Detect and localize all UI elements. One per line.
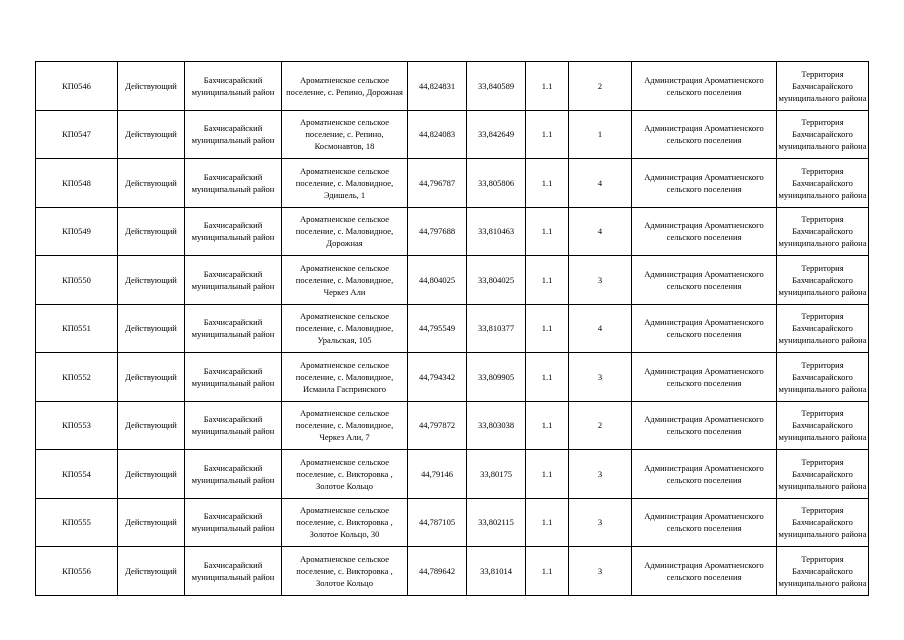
cell-site-id: КП0552 [36,353,118,402]
cell-type: 1.1 [526,256,569,305]
cell-latitude: 44,795549 [408,304,467,353]
cell-longitude: 33,840589 [467,62,526,111]
cell-address: Ароматненское сельское поселение, с. Маловидное, Эдишель, 1 [282,159,408,208]
cell-district: Бахчисарайский муниципальный район [185,547,282,596]
cell-longitude: 33,804025 [467,256,526,305]
table-row [36,62,869,111]
cell-status: Действующий [118,353,185,402]
cell-owner: Администрация Ароматненского сельского поселения [632,353,777,402]
cell-site-id: КП0555 [36,498,118,547]
cell-latitude: 44,794342 [408,353,467,402]
cell-latitude: 44,789642 [408,547,467,596]
cell-type: 1.1 [526,498,569,547]
cell-latitude: 44,787105 [408,498,467,547]
cell-longitude: 33,81014 [467,547,526,596]
cell-district: Бахчисарайский муниципальный район [185,256,282,305]
cell-longitude: 33,80175 [467,450,526,499]
cell-owner: Администрация Ароматненского сельского поселения [632,207,777,256]
cell-address: Ароматненское сельское поселение, с. Репино, Космонавтов, 18 [282,110,408,159]
cell-site-id: КП0549 [36,207,118,256]
cell-district: Бахчисарайский муниципальный район [185,110,282,159]
cell-territory: Территория Бахчисарайского муниципального района [777,304,869,353]
cell-longitude: 33,810377 [467,304,526,353]
cell-owner: Администрация Ароматненского сельского поселения [632,547,777,596]
table-row [36,353,869,402]
cell-type: 1.1 [526,159,569,208]
cell-latitude: 44,824083 [408,110,467,159]
cell-type: 1.1 [526,62,569,111]
cell-site-id: КП0553 [36,401,118,450]
cell-latitude: 44,797872 [408,401,467,450]
cell-latitude: 44,797688 [408,207,467,256]
cell-longitude: 33,802115 [467,498,526,547]
cell-address: Ароматненское сельское поселение, с. Викторовка , Золотое Кольцо [282,450,408,499]
cell-site-id: КП0548 [36,159,118,208]
cell-district: Бахчисарайский муниципальный район [185,353,282,402]
cell-district: Бахчисарайский муниципальный район [185,401,282,450]
cell-owner: Администрация Ароматненского сельского поселения [632,62,777,111]
cell-site-id: КП0554 [36,450,118,499]
cell-container-count: 4 [569,159,632,208]
cell-longitude: 33,810463 [467,207,526,256]
cell-status: Действующий [118,62,185,111]
cell-owner: Администрация Ароматненского сельского поселения [632,450,777,499]
cell-district: Бахчисарайский муниципальный район [185,304,282,353]
cell-type: 1.1 [526,207,569,256]
table-row [36,401,869,450]
cell-territory: Территория Бахчисарайского муниципального района [777,62,869,111]
cell-territory: Территория Бахчисарайского муниципального района [777,256,869,305]
cell-address: Ароматненское сельское поселение, с. Викторовка , Золотое Кольцо, 30 [282,498,408,547]
cell-district: Бахчисарайский муниципальный район [185,207,282,256]
cell-site-id: КП0551 [36,304,118,353]
cell-container-count: 3 [569,498,632,547]
cell-status: Действующий [118,401,185,450]
cell-type: 1.1 [526,110,569,159]
cell-owner: Администрация Ароматненского сельского поселения [632,110,777,159]
cell-container-count: 3 [569,450,632,499]
table-row [36,304,869,353]
cell-status: Действующий [118,159,185,208]
container-sites-table [35,61,869,596]
cell-status: Действующий [118,256,185,305]
cell-type: 1.1 [526,450,569,499]
table-row [36,207,869,256]
cell-type: 1.1 [526,353,569,402]
cell-container-count: 4 [569,304,632,353]
cell-type: 1.1 [526,547,569,596]
cell-district: Бахчисарайский муниципальный район [185,159,282,208]
table-row [36,450,869,499]
cell-address: Ароматненское сельское поселение, с. Маловидное, Исмаила Гаспринского [282,353,408,402]
cell-latitude: 44,804025 [408,256,467,305]
cell-territory: Территория Бахчисарайского муниципального района [777,159,869,208]
cell-territory: Территория Бахчисарайского муниципального района [777,547,869,596]
cell-district: Бахчисарайский муниципальный район [185,498,282,547]
cell-territory: Территория Бахчисарайского муниципального района [777,207,869,256]
cell-container-count: 3 [569,353,632,402]
cell-address: Ароматненское сельское поселение, с. Маловидное, Черкез Али, 7 [282,401,408,450]
cell-site-id: КП0546 [36,62,118,111]
cell-address: Ароматненское сельское поселение, с. Викторовка , Золотое Кольцо [282,547,408,596]
cell-owner: Администрация Ароматненского сельского поселения [632,304,777,353]
cell-territory: Территория Бахчисарайского муниципального района [777,110,869,159]
cell-territory: Территория Бахчисарайского муниципального района [777,498,869,547]
cell-longitude: 33,842649 [467,110,526,159]
cell-type: 1.1 [526,304,569,353]
cell-district: Бахчисарайский муниципальный район [185,450,282,499]
cell-address: Ароматненское сельское поселение, с. Маловидное, Черкез Али [282,256,408,305]
cell-status: Действующий [118,207,185,256]
cell-status: Действующий [118,450,185,499]
cell-container-count: 3 [569,256,632,305]
cell-owner: Администрация Ароматненского сельского поселения [632,159,777,208]
cell-address: Ароматненское сельское поселение, с. Маловидное, Дорожная [282,207,408,256]
cell-longitude: 33,809905 [467,353,526,402]
cell-latitude: 44,796787 [408,159,467,208]
cell-status: Действующий [118,498,185,547]
cell-longitude: 33,803038 [467,401,526,450]
cell-container-count: 1 [569,110,632,159]
cell-territory: Территория Бахчисарайского муниципального района [777,450,869,499]
table-row [36,159,869,208]
cell-site-id: КП0547 [36,110,118,159]
table-row [36,547,869,596]
cell-status: Действующий [118,304,185,353]
cell-address: Ароматненское сельское поселение, с. Репино, Дорожная [282,62,408,111]
table-row [36,498,869,547]
cell-territory: Территория Бахчисарайского муниципального района [777,401,869,450]
cell-type: 1.1 [526,401,569,450]
cell-site-id: КП0550 [36,256,118,305]
cell-latitude: 44,79146 [408,450,467,499]
cell-container-count: 3 [569,547,632,596]
cell-address: Ароматненское сельское поселение, с. Маловидное, Уральская, 105 [282,304,408,353]
cell-status: Действующий [118,547,185,596]
cell-status: Действующий [118,110,185,159]
cell-territory: Территория Бахчисарайского муниципального района [777,353,869,402]
cell-container-count: 2 [569,62,632,111]
cell-latitude: 44,824831 [408,62,467,111]
table-body [36,62,869,596]
table-row [36,256,869,305]
cell-container-count: 4 [569,207,632,256]
cell-district: Бахчисарайский муниципальный район [185,62,282,111]
cell-owner: Администрация Ароматненского сельского поселения [632,498,777,547]
table-row [36,110,869,159]
cell-container-count: 2 [569,401,632,450]
cell-owner: Администрация Ароматненского сельского поселения [632,401,777,450]
cell-owner: Администрация Ароматненского сельского поселения [632,256,777,305]
cell-longitude: 33,805806 [467,159,526,208]
cell-site-id: КП0556 [36,547,118,596]
